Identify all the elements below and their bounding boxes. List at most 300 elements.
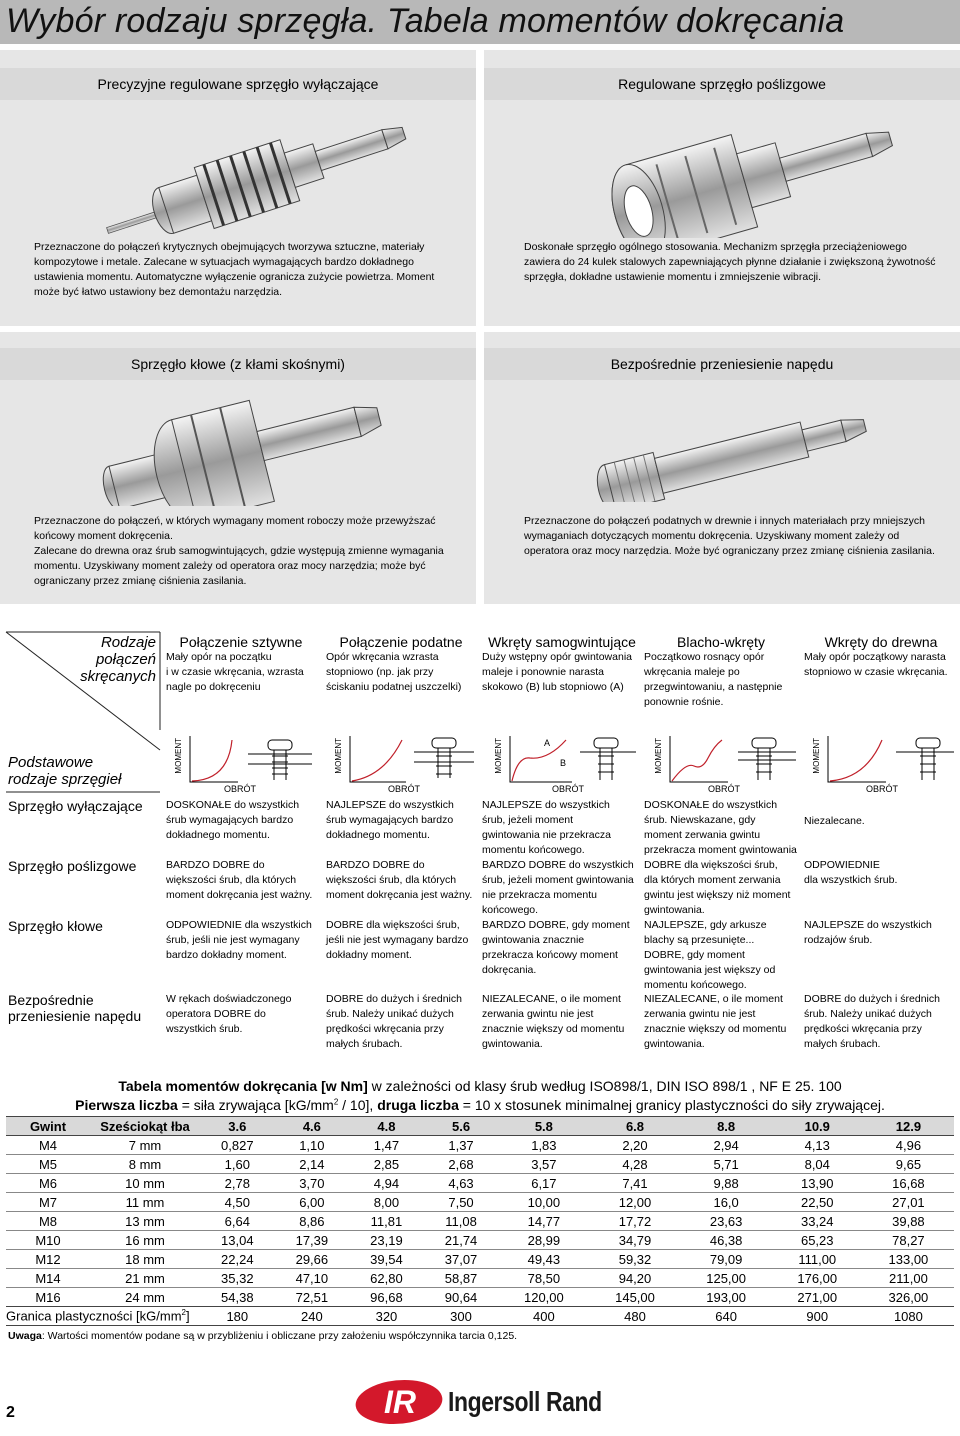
- torque-cell: 78,27: [863, 1231, 954, 1250]
- column-sheet-metal: [644, 634, 798, 710]
- cell-line: NAJLEPSZE do wszystkich: [804, 919, 932, 931]
- axis-rotation-label: OBRÓT: [388, 784, 421, 794]
- column-desc-line: Mały opór początkowy narasta: [804, 651, 946, 663]
- cell-slip-wood: [804, 858, 958, 888]
- granica-end: ]: [186, 1308, 190, 1324]
- thread-cell: M7: [6, 1193, 90, 1212]
- torque-cell: 193,00: [681, 1288, 772, 1307]
- graph-wood: [804, 734, 960, 796]
- graph-sheet-metal: [646, 734, 806, 796]
- column-desc-line: stopniowo w czasie wkręcania.: [804, 666, 948, 678]
- panel-title: Bezpośrednie przeniesienie napędu: [610, 356, 834, 372]
- cell-line: DOBRE, gdy moment: [644, 949, 745, 961]
- cell-line: małych śrubach.: [326, 1038, 403, 1050]
- torque-cell: 28,99: [498, 1231, 589, 1250]
- cell-line: NAJLEPSZE do wszystkich: [482, 799, 610, 811]
- corner-label-top: [46, 634, 156, 685]
- torque-title-rest: w zależności od klasy śrub według ISO898/1, DIN ISO 898/1 , NF E 25. 100: [367, 1078, 842, 1094]
- granica-cell: 240: [275, 1307, 350, 1326]
- granica-label: [6, 1307, 200, 1326]
- hex-cell: 18 mm: [90, 1250, 200, 1269]
- panel-description: [34, 240, 454, 300]
- torque-cell: 8,86: [275, 1212, 350, 1231]
- cell-line: bardzo dokładny moment.: [166, 949, 287, 961]
- torque-cell: 22,24: [200, 1250, 275, 1269]
- column-wood-screws: [804, 634, 958, 680]
- cell-line: małych śrubach.: [804, 1038, 881, 1050]
- cell-line: operatora DOBRE do: [166, 1008, 266, 1020]
- row-label-line: Bezpośrednie: [8, 992, 94, 1008]
- cell-line: nie przekracza momentu: [482, 889, 597, 901]
- torque-cell: 7,41: [589, 1174, 680, 1193]
- header-cell: 12.9: [863, 1117, 954, 1136]
- torque-cell: 58,87: [424, 1269, 499, 1288]
- torque-cell: 21,74: [424, 1231, 499, 1250]
- torque-cell: 3,70: [275, 1174, 350, 1193]
- cell-dog-wood: [804, 918, 958, 948]
- desc-line: zawiera do 24 kulek stalowych zapewniających płynne działanie i zwiększoną żywotność: [524, 256, 936, 268]
- cell-line: znacznie większy od momentu: [644, 1023, 787, 1035]
- axis-rotation-label: OBRÓT: [708, 784, 741, 794]
- torque-cell: 2,20: [589, 1136, 680, 1155]
- note-text: : Wartości momentów podane są w przybliżeniu i obliczane przy założeniu współczynnika tarcia 0,125.: [41, 1330, 518, 1342]
- cell-shutoff-rigid: [166, 798, 322, 843]
- torque-row: [6, 1174, 954, 1193]
- screw-joint-icon: [738, 738, 796, 780]
- torque-cell: 12,00: [589, 1193, 680, 1212]
- header-cell: 3.6: [200, 1117, 275, 1136]
- cell-shutoff-soft: [326, 798, 482, 843]
- thread-cell: M6: [6, 1174, 90, 1193]
- torque-cell: 2,78: [200, 1174, 275, 1193]
- torque-cell: 59,32: [589, 1250, 680, 1269]
- torque-cell: 49,43: [498, 1250, 589, 1269]
- header-cell: 4.8: [349, 1117, 424, 1136]
- column-soft-joint: [326, 634, 476, 695]
- header-cell: Gwint: [6, 1117, 90, 1136]
- torque-cell: 94,20: [589, 1269, 680, 1288]
- selection-guide: [0, 630, 960, 1060]
- cell-line: dokładnego momentu.: [166, 829, 270, 841]
- torque-cell: 35,32: [200, 1269, 275, 1288]
- axis-moment-label: MOMENT: [334, 738, 343, 774]
- torque-cell: 1,83: [498, 1136, 589, 1155]
- desc-line: Przeznaczone do połączeń, w których wymagany moment roboczy może przewyższać: [34, 515, 436, 527]
- torque-cell: 2,68: [424, 1155, 499, 1174]
- note: [8, 1330, 517, 1342]
- thread-cell: M4: [6, 1136, 90, 1155]
- column-desc-line: Mały opór na początku: [166, 651, 272, 663]
- desc-line: może być łatwo ustawiony bez demontażu narzędzia.: [34, 286, 283, 298]
- torque-cell: 326,00: [863, 1288, 954, 1307]
- torque-cell: 17,39: [275, 1231, 350, 1250]
- cell-line: prędkości wkręcania przy: [326, 1023, 444, 1035]
- torque-cell: 1,60: [200, 1155, 275, 1174]
- column-desc-line: nagle po dokręceniu: [166, 681, 261, 693]
- torque-cell: 47,10: [275, 1269, 350, 1288]
- cell-line: gwintowania.: [644, 1038, 705, 1050]
- thread-cell: M8: [6, 1212, 90, 1231]
- cell-line: dla których moment zerwania: [644, 874, 781, 886]
- torque-cell: 34,79: [589, 1231, 680, 1250]
- cell-direct-sheet-metal: [644, 992, 800, 1052]
- cell-line: momentu końcowego.: [482, 844, 585, 856]
- slip-clutch-image: [604, 108, 904, 238]
- page-header: [0, 0, 960, 44]
- column-desc-line: skokowo (B) lub stopniowo (A): [482, 681, 624, 693]
- cell-line: znacznie większy od momentu: [482, 1023, 625, 1035]
- cell-line: DOBRE do dużych i średnich: [804, 993, 940, 1005]
- cell-dog-rigid: [166, 918, 322, 963]
- cell-line: końcowego.: [482, 904, 539, 916]
- sub-first-number: Pierwsza liczba: [75, 1097, 178, 1113]
- graph-self-tapping: [486, 734, 646, 796]
- torque-cell: 72,51: [275, 1288, 350, 1307]
- torque-cell: 27,01: [863, 1193, 954, 1212]
- column-desc-line: Duży wstępny opór gwintowania: [482, 651, 632, 663]
- header-cell: 4.6: [275, 1117, 350, 1136]
- cell-slip-soft: [326, 858, 482, 903]
- cell-line: momentu końcowego.: [644, 979, 747, 991]
- axis-moment-label: MOMENT: [174, 738, 183, 774]
- cell-line: większości śrub, dla których: [166, 874, 297, 886]
- torque-cell: 0,827: [200, 1136, 275, 1155]
- cell-line: zerwania gwintu nie jest: [644, 1008, 756, 1020]
- torque-cell: 10,00: [498, 1193, 589, 1212]
- sub-sup: 2: [333, 1097, 339, 1107]
- column-desc-line: wkręcania maleje po: [644, 666, 740, 678]
- torque-cell: 176,00: [772, 1269, 863, 1288]
- torque-cell: 39,54: [349, 1250, 424, 1269]
- torque-cell: 4,96: [863, 1136, 954, 1155]
- cell-line: rodzajów śrub.: [804, 934, 873, 946]
- cell-dog-self-tapping: [482, 918, 642, 978]
- desc-line: Przeznaczone do połączeń podatnych w drewnie i innych materiałach przy mniejszych: [524, 515, 925, 527]
- thread-cell: M14: [6, 1269, 90, 1288]
- cell-shutoff-self-tapping: [482, 798, 642, 858]
- hex-cell: 24 mm: [90, 1288, 200, 1307]
- page-title: Wybór rodzaju sprzęgła. Tabela momentów dokręcania: [6, 2, 845, 40]
- row-label-direct: [8, 992, 141, 1024]
- torque-row: [6, 1269, 954, 1288]
- graph-soft: [326, 734, 486, 796]
- panel-description: [524, 240, 954, 285]
- hex-cell: 10 mm: [90, 1174, 200, 1193]
- torque-cell: 16,68: [863, 1174, 954, 1193]
- granica-cell: 400: [498, 1307, 589, 1326]
- torque-cell: 9,88: [681, 1174, 772, 1193]
- granica-cell: 640: [681, 1307, 772, 1326]
- cell-line: ODPOWIEDNIE dla wszystkich: [166, 919, 312, 931]
- screw-joint-icon: [248, 740, 312, 780]
- cell-line: śrub, jeżeli moment: [482, 814, 574, 826]
- torque-cell: 33,24: [772, 1212, 863, 1231]
- row-label-line: przeniesienie napędu: [8, 1008, 142, 1024]
- cell-line: NAJLEPSZE do wszystkich: [326, 799, 454, 811]
- direct-drive-image: [584, 392, 874, 502]
- cell-line: BARDZO DOBRE do: [326, 859, 425, 871]
- header-cell: Sześciokąt łba: [90, 1117, 200, 1136]
- sub-text: = 10 x stosunek minimalnej granicy plastyczności do siły zrywającej.: [458, 1097, 885, 1113]
- torque-row: [6, 1288, 954, 1307]
- torque-cell: 46,38: [681, 1231, 772, 1250]
- header-cell: 10.9: [772, 1117, 863, 1136]
- granica-text: Granica plastyczności [kG/mm: [6, 1308, 182, 1324]
- torque-cell: 4,63: [424, 1174, 499, 1193]
- torque-curve-self-tapping: [508, 736, 638, 786]
- cell-line: śrub. Niewskazane, gdy: [644, 814, 756, 826]
- torque-cell: 1,37: [424, 1136, 499, 1155]
- desc-line: końcowy moment dokręcenia.: [34, 530, 173, 542]
- torque-cell: 11,08: [424, 1212, 499, 1231]
- torque-row: [6, 1212, 954, 1231]
- cell-line: W rękach doświadczonego: [166, 993, 292, 1005]
- axis-moment-label: MOMENT: [494, 738, 503, 774]
- hex-cell: 21 mm: [90, 1269, 200, 1288]
- header-cell: 5.8: [498, 1117, 589, 1136]
- column-title: Połączenie sztywne: [179, 634, 303, 650]
- header-cell: 6.8: [589, 1117, 680, 1136]
- column-title: Wkręty samogwintujące: [488, 634, 636, 650]
- cell-dog-sheet-metal: [644, 918, 800, 993]
- torque-cell: 11,81: [349, 1212, 424, 1231]
- granica-row: [6, 1307, 954, 1326]
- cell-line: DOBRE do dużych i średnich: [326, 993, 462, 1005]
- axis-rotation-label: OBRÓT: [552, 784, 585, 794]
- cell-line: dokręcania.: [482, 964, 537, 976]
- torque-cell: 54,38: [200, 1288, 275, 1307]
- granica-cell: 300: [424, 1307, 499, 1326]
- curve-a-label: A: [544, 738, 551, 748]
- torque-cell: 5,71: [681, 1155, 772, 1174]
- cell-line: moment dokręcania jest ważny.: [326, 889, 473, 901]
- hex-cell: 13 mm: [90, 1212, 200, 1231]
- torque-cell: 29,66: [275, 1250, 350, 1269]
- torque-cell: 9,65: [863, 1155, 954, 1174]
- header-cell: 5.6: [424, 1117, 499, 1136]
- cell-line: BARDZO DOBRE do wszystkich: [482, 859, 634, 871]
- torque-cell: 37,07: [424, 1250, 499, 1269]
- cell-slip-self-tapping: [482, 858, 642, 918]
- desc-line: Przeznaczone do połączeń krytycznych obejmujących tworzywa sztuczne, materiały: [34, 241, 425, 253]
- cell-direct-rigid: [166, 992, 322, 1037]
- torque-row: [6, 1231, 954, 1250]
- screw-joint-icon: [414, 738, 474, 778]
- torque-cell: 13,04: [200, 1231, 275, 1250]
- torque-cell: 120,00: [498, 1288, 589, 1307]
- axis-moment-label: MOMENT: [654, 738, 663, 774]
- granica-cell: 1080: [863, 1307, 954, 1326]
- cell-line: NIEZALECANE, o ile moment: [482, 993, 621, 1005]
- torque-cell: 17,72: [589, 1212, 680, 1231]
- torque-cell: 6,00: [275, 1193, 350, 1212]
- cell-line: DOSKONAŁE do wszystkich: [644, 799, 778, 811]
- torque-cell: 22,50: [772, 1193, 863, 1212]
- cell-line: dokładnego momentu.: [326, 829, 430, 841]
- cell-line: gwintowania.: [644, 904, 705, 916]
- thread-cell: M12: [6, 1250, 90, 1269]
- sub-second-number: druga liczba: [377, 1097, 459, 1113]
- torque-cell: 133,00: [863, 1250, 954, 1269]
- row-label-shutoff: Sprzęgło wyłączające: [8, 798, 143, 814]
- panel-title: Regulowane sprzęgło poślizgowe: [618, 76, 826, 92]
- column-title: Połączenie podatne: [339, 634, 463, 650]
- graph-rigid: [166, 734, 326, 796]
- column-self-tapping: [482, 634, 642, 695]
- torque-cell: 145,00: [589, 1288, 680, 1307]
- torque-curve-rigid: [188, 736, 318, 786]
- column-rigid-joint: [166, 634, 316, 695]
- cell-line: ODPOWIEDNIE: [804, 859, 880, 871]
- desc-line: ograniczany przez zmianę ciśnienia zasilania.: [34, 575, 247, 587]
- torque-cell: 4,13: [772, 1136, 863, 1155]
- cell-line: śrub, jeżeli moment gwintowania: [482, 874, 634, 886]
- torque-cell: 6,17: [498, 1174, 589, 1193]
- ir-logo-letters: IR: [384, 1384, 416, 1420]
- thread-cell: M16: [6, 1288, 90, 1307]
- corner-top-line: skręcanych: [80, 668, 156, 685]
- hex-cell: 11 mm: [90, 1193, 200, 1212]
- cell-slip-rigid: [166, 858, 322, 903]
- torque-cell: 111,00: [772, 1250, 863, 1269]
- hex-cell: 16 mm: [90, 1231, 200, 1250]
- corner-bottom-line: Podstawowe: [8, 754, 94, 771]
- thread-cell: M10: [6, 1231, 90, 1250]
- column-desc-line: Opór wkręcania wzrasta: [326, 651, 439, 663]
- torque-cell: 4,94: [349, 1174, 424, 1193]
- cell-line: śrub wymagających bardzo: [166, 814, 294, 826]
- cell-line: większości śrub, dla których: [326, 874, 457, 886]
- axis-rotation-label: OBRÓT: [866, 784, 899, 794]
- cell-dog-soft: [326, 918, 482, 963]
- granica-sup: 2: [181, 1308, 186, 1318]
- column-desc-line: maleje i ponownie narasta: [482, 666, 604, 678]
- brand-logo: [356, 1378, 656, 1428]
- column-desc-line: przegwintowaniu, a następnie: [644, 681, 783, 693]
- cell-line: dokładny moment.: [326, 949, 412, 961]
- panel-title: Sprzęgło kłowe (z kłami skośnymi): [131, 356, 345, 372]
- torque-cell: 62,80: [349, 1269, 424, 1288]
- torque-cell: 39,88: [863, 1212, 954, 1231]
- cell-shutoff-sheet-metal: [644, 798, 800, 858]
- torque-curve-wood: [826, 736, 956, 786]
- cell-line: śrub wymagających bardzo: [326, 814, 454, 826]
- desc-line: operatora oraz mocy narzędzia. Może być ograniczany przez zmianę ciśnienia zasilania.: [524, 545, 935, 557]
- torque-cell: 7,50: [424, 1193, 499, 1212]
- hex-cell: 8 mm: [90, 1155, 200, 1174]
- torque-cell: 2,14: [275, 1155, 350, 1174]
- cell-line: Niezalecane.: [804, 815, 865, 827]
- torque-header-row: [6, 1117, 954, 1136]
- cell-line: gwintowania znacznie: [482, 934, 585, 946]
- cell-line: przekracza końcowy moment: [482, 949, 618, 961]
- cell-line: DOBRE dla większości śrub,: [326, 919, 460, 931]
- screw-joint-icon: [580, 738, 636, 780]
- torque-curve-sheet-metal: [668, 736, 798, 786]
- torque-cell: 79,09: [681, 1250, 772, 1269]
- granica-cell: 480: [589, 1307, 680, 1326]
- panel-precision-clutch: [0, 50, 476, 326]
- torque-cell: 211,00: [863, 1269, 954, 1288]
- desc-line: Zalecane do drewna oraz śrub samogwintujących, gdzie występują zmienne wymagania: [34, 545, 444, 557]
- torque-cell: 2,94: [681, 1136, 772, 1155]
- torque-cell: 14,77: [498, 1212, 589, 1231]
- panel-slip-clutch: [484, 50, 960, 326]
- torque-cell: 1,47: [349, 1136, 424, 1155]
- cell-direct-wood: [804, 992, 958, 1052]
- screw-joint-icon: [896, 738, 954, 780]
- axis-moment-label: MOMENT: [812, 738, 821, 774]
- cell-line: blachy są przesunięte...: [644, 934, 755, 946]
- torque-table: [6, 1116, 954, 1326]
- desc-line: Doskonałe sprzęgło ogólnego stosowania. Mechanizm sprzęgła przeciążeniowego: [524, 241, 907, 253]
- torque-table-title: [0, 1078, 960, 1094]
- panel-dog-clutch: [0, 332, 476, 604]
- desc-line: sprzęgła, dokładne ustawienie momentu i zmniejszenie wibracji.: [524, 271, 822, 283]
- row-label-slip: Sprzęgło poślizgowe: [8, 858, 137, 874]
- sub-text: = siła zrywająca [kG/mm: [177, 1097, 334, 1113]
- cell-line: DOSKONAŁE do wszystkich: [166, 799, 300, 811]
- torque-cell: 23,19: [349, 1231, 424, 1250]
- granica-cell: 900: [772, 1307, 863, 1326]
- sub-text: / 10],: [338, 1097, 378, 1113]
- granica-cell: 320: [349, 1307, 424, 1326]
- cell-slip-sheet-metal: [644, 858, 800, 918]
- torque-title-bold: Tabela momentów dokręcania [w Nm]: [118, 1078, 368, 1094]
- torque-cell: 8,04: [772, 1155, 863, 1174]
- cell-line: gwintowania jest większy od: [644, 964, 776, 976]
- note-label: Uwaga: [8, 1330, 42, 1342]
- column-title: Wkręty do drewna: [824, 634, 938, 650]
- header-cell: 8.8: [681, 1117, 772, 1136]
- axis-rotation-label: OBRÓT: [224, 784, 257, 794]
- desc-line: ustawienia momentu. Automatyczne wyłączenie ogranicza zużycie powietrza. Moment: [34, 271, 435, 283]
- cell-line: prędkości wkręcania przy: [804, 1023, 922, 1035]
- torque-cell: 1,10: [275, 1136, 350, 1155]
- torque-cell: 8,00: [349, 1193, 424, 1212]
- cell-line: zerwania gwintu nie jest: [482, 1008, 594, 1020]
- thread-cell: M5: [6, 1155, 90, 1174]
- panel-description: [524, 514, 954, 559]
- desc-line: kompozytowe i metale. Zalecane w sytuacjach wymagających bardzo dokładnego: [34, 256, 414, 268]
- cell-direct-soft: [326, 992, 482, 1052]
- cell-line: śrub. Należy unikać dużych: [804, 1008, 932, 1020]
- cell-line: gwintowania nie przekracza: [482, 829, 611, 841]
- corner-top-line: Rodzaje połączeń: [95, 634, 156, 668]
- torque-cell: 16,0: [681, 1193, 772, 1212]
- cell-line: wszystkich śrub.: [166, 1023, 243, 1035]
- cell-line: przekracza moment gwintowania: [644, 844, 797, 856]
- torque-cell: 90,64: [424, 1288, 499, 1307]
- torque-table-subtitle: [0, 1097, 960, 1113]
- cell-shutoff-wood: [804, 814, 958, 829]
- column-desc-line: i w czasie wkręcania, wzrasta: [166, 666, 304, 678]
- cell-line: śrub. Należy unikać dużych: [326, 1008, 454, 1020]
- cell-direct-self-tapping: [482, 992, 642, 1052]
- dog-clutch-image: [90, 386, 390, 506]
- cell-line: BARDZO DOBRE do: [166, 859, 265, 871]
- cell-line: gwintu jest większy niż moment: [644, 889, 791, 901]
- torque-cell: 23,63: [681, 1212, 772, 1231]
- row-label-dog: Sprzęgło kłowe: [8, 918, 103, 934]
- torque-cell: 4,28: [589, 1155, 680, 1174]
- brand-name: Ingersoll Rand: [448, 1386, 602, 1417]
- cell-line: jeśli nie jest wymagany bardzo: [326, 934, 469, 946]
- torque-cell: 3,57: [498, 1155, 589, 1174]
- column-desc-line: Początkowo rosnący opór: [644, 651, 765, 663]
- cell-line: DOBRE dla większości śrub,: [644, 859, 778, 871]
- torque-row: [6, 1250, 954, 1269]
